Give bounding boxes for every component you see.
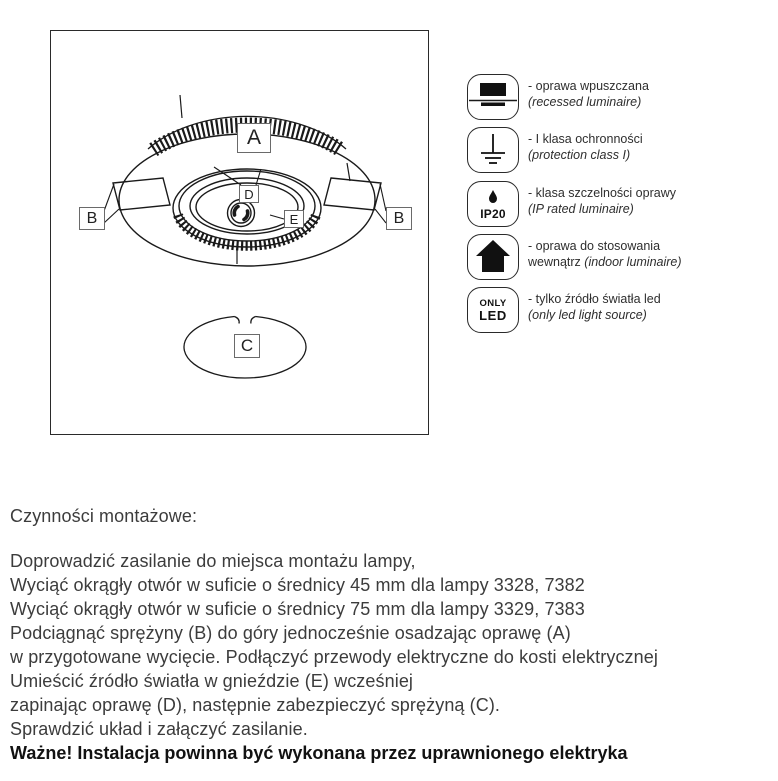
- part-label-spring-left: B: [79, 207, 105, 230]
- legend-text-line2: (protection class I): [528, 148, 631, 162]
- instruction-line: Sprawdzić układ i załączyć zasilanie.: [10, 719, 308, 739]
- legend-text-line1: - oprawa do stosowania: [528, 239, 661, 253]
- instruction-line: Umieścić źródło światła w gnieździe (E) wcześniej: [10, 671, 414, 691]
- instruction-line: Wyciąć okrągły otwór w suficie o średnicy 75 mm dla lampy 3329, 7383: [10, 599, 585, 619]
- legend-text-line2: (IP rated luminaire): [528, 202, 634, 216]
- leader-b-left-1: [104, 184, 114, 211]
- instruction-line: w przygotowane wycięcie. Podłączyć przewody elektryczne do kosti elektrycznej: [10, 647, 658, 667]
- instruction-line: zapinając oprawę (D), następnie zabezpieczyć sprężyną (C).: [10, 695, 501, 715]
- luminaire-drawing: [51, 31, 427, 433]
- mounting-instructions: [10, 504, 778, 765]
- spring-left: [113, 178, 170, 210]
- legend-text-line1: - I klasa ochronności: [528, 132, 643, 146]
- part-label-spring-right: B: [386, 207, 412, 230]
- instruction-line: Wyciąć okrągły otwór w suficie o średnicy 45 mm dla lampy 3328, 7382: [10, 575, 585, 595]
- recessed-luminaire-icon: [467, 74, 519, 120]
- only-led-label-bottom: LED: [479, 307, 507, 323]
- luminaire-diagram: [50, 30, 429, 435]
- instruction-line: Podciągnąć sprężyny (B) do góry jednocześnie osadzając oprawę (A): [10, 623, 571, 643]
- legend-text-line2: wewnątrz (indoor luminaire): [528, 255, 682, 269]
- part-label-bezel: A: [237, 123, 271, 153]
- instruction-line: Doprowadzić zasilanie do miejsca montażu lampy,: [10, 551, 416, 571]
- ip-rating-icon: [467, 181, 519, 227]
- instructions-important-note: Ważne! Instalacja powinna być wykonana przez uprawnionego elektryka: [10, 743, 628, 763]
- instructions-heading: Czynności montażowe:: [10, 506, 198, 526]
- part-label-ring: D: [239, 185, 259, 203]
- legend-text-line1: - tylko źródło światła led: [528, 292, 661, 306]
- protection-class-icon: [467, 127, 519, 173]
- spring-right: [324, 178, 381, 210]
- legend-text-line1: - klasa szczelności oprawy: [528, 186, 676, 200]
- legend-text-line2: (recessed luminaire): [528, 95, 642, 109]
- legend-text-line1: - oprawa wpuszczana: [528, 79, 649, 93]
- indoor-use-icon: [467, 234, 519, 280]
- crown-spike-left: [180, 95, 182, 118]
- ring-outer-ellipse: [173, 169, 321, 247]
- clip-hook-right: [251, 317, 256, 324]
- legend-text-line2: (only led light source): [528, 308, 647, 322]
- leader-b-right-2: [375, 209, 386, 223]
- only-led-label-top: ONLY: [479, 297, 507, 309]
- part-label-clip: C: [234, 334, 260, 358]
- clip-hook-left: [234, 317, 239, 324]
- only-led-icon: [467, 287, 519, 333]
- leader-b-left-2: [104, 209, 119, 223]
- part-label-socket: E: [284, 210, 304, 228]
- socket-slot-1: [234, 207, 238, 216]
- ip-rating-label: IP20: [480, 206, 506, 221]
- leader-e: [270, 215, 284, 219]
- crown-spike-right: [347, 163, 350, 181]
- socket-slot-2: [244, 211, 248, 220]
